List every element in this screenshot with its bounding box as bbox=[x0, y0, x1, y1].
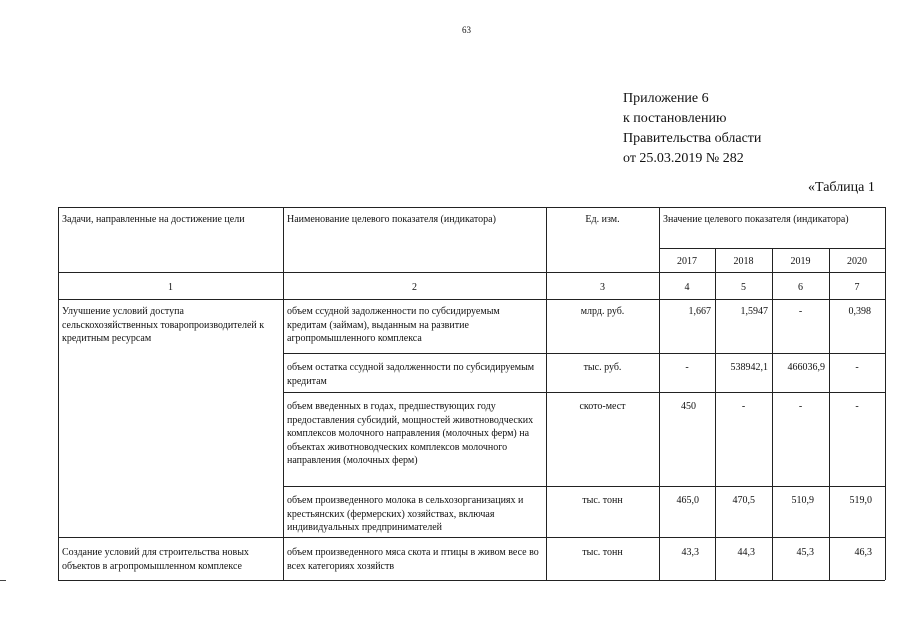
table-line bbox=[58, 299, 885, 300]
column-number: 4 bbox=[684, 282, 690, 293]
column-number: 7 bbox=[854, 282, 860, 293]
appendix-header bbox=[623, 89, 761, 169]
unit-cell: ското-мест bbox=[579, 401, 626, 412]
indicator-cell: объем остатка ссудной задолженности по субсидируемым кредитам bbox=[287, 362, 535, 387]
value-cell: - bbox=[798, 306, 803, 317]
header-unit: Ед. изм. bbox=[585, 214, 620, 225]
value-cell: - bbox=[741, 401, 746, 412]
header-tasks: Задачи, направленные на достижение цели bbox=[62, 214, 245, 225]
table-line bbox=[283, 486, 885, 487]
unit-cell: тыс. тонн bbox=[582, 495, 623, 506]
column-number: 2 bbox=[412, 282, 417, 293]
unit-cell: тыс. руб. bbox=[583, 362, 622, 373]
task-cell: Улучшение условий доступа сельскохозяйственных товаропроизводителей к кредитным ресурсам bbox=[62, 306, 265, 345]
scan-edge-mark bbox=[0, 580, 6, 581]
indicator-cell: объем ссудной задолженности по субсидируемым кредитам (займам), выданным на развитие агропромышленного комплекса bbox=[287, 306, 500, 345]
column-number: 6 bbox=[798, 282, 803, 293]
table-line bbox=[58, 537, 885, 538]
table-line bbox=[885, 207, 886, 580]
header-year: 2017 bbox=[677, 256, 697, 267]
value-cell: 510,9 bbox=[791, 495, 814, 506]
table-line bbox=[58, 207, 885, 208]
appendix-line: Правительства области bbox=[623, 131, 762, 146]
header-year: 2019 bbox=[790, 256, 811, 267]
indicator-cell: объем введенных в годах, предшествующих году предоставления субсидий, мощностей животноводческих комплексов молочного направления (молочных ферм) на объектах животноводческих комплексов молочного направления (молочных ферм) bbox=[287, 401, 534, 467]
value-cell: - bbox=[685, 362, 689, 373]
appendix-line: Приложение 6 bbox=[623, 91, 709, 106]
unit-cell: тыс. тонн bbox=[582, 547, 623, 558]
value-cell: 44,3 bbox=[737, 547, 755, 558]
table-line bbox=[58, 580, 885, 581]
value-cell: 450 bbox=[681, 401, 696, 412]
column-number: 5 bbox=[741, 282, 746, 293]
table-line bbox=[546, 207, 547, 580]
value-cell: 1,667 bbox=[688, 306, 711, 317]
indicator-cell: объем произведенного молока в сельхозорганизациях и крестьянских (фермерских) хозяйствах, включая индивидуальных предпринимателей bbox=[287, 495, 524, 534]
table-line bbox=[715, 248, 716, 580]
value-cell: - bbox=[855, 362, 859, 373]
header-year: 2020 bbox=[847, 256, 867, 267]
table-line bbox=[58, 272, 885, 273]
column-number: 3 bbox=[600, 282, 605, 293]
table-line bbox=[283, 207, 284, 580]
unit-cell: млрд. руб. bbox=[580, 306, 625, 317]
value-cell: 46,3 bbox=[854, 547, 872, 558]
value-cell: 470,5 bbox=[732, 495, 755, 506]
appendix-line: от 25.03.2019 № 282 bbox=[623, 151, 744, 166]
table-caption: «Таблица 1 bbox=[808, 180, 875, 195]
value-cell: 538942,1 bbox=[730, 362, 768, 373]
value-cell: - bbox=[855, 401, 859, 412]
header-value: Значение целевого показателя (индикатора) bbox=[663, 214, 849, 225]
indicator-cell: объем произведенного мяса скота и птицы в живом весе во всех категориях хозяйств bbox=[287, 547, 539, 572]
table-line bbox=[283, 353, 885, 354]
header-indicator: Наименование целевого показателя (индикатора) bbox=[287, 214, 496, 225]
value-cell: 465,0 bbox=[676, 495, 699, 506]
value-cell: 45,3 bbox=[796, 547, 814, 558]
appendix-line: к постановлению bbox=[623, 111, 727, 126]
task-cell: Создание условий для строительства новых объектов в агропромышленном комплексе bbox=[62, 547, 249, 572]
value-cell: 466036,9 bbox=[787, 362, 825, 373]
value-cell: 1,5947 bbox=[740, 306, 768, 317]
value-cell: - bbox=[798, 401, 803, 412]
table-line bbox=[772, 248, 773, 580]
header-year: 2018 bbox=[733, 256, 754, 267]
table-line bbox=[283, 392, 885, 393]
table-line bbox=[58, 207, 59, 580]
value-cell: 519,0 bbox=[849, 495, 872, 506]
value-cell: 0,398 bbox=[848, 306, 871, 317]
value-cell: 43,3 bbox=[681, 547, 699, 558]
page-number: 63 bbox=[462, 25, 471, 35]
table-line bbox=[829, 248, 830, 580]
column-number: 1 bbox=[168, 282, 173, 293]
